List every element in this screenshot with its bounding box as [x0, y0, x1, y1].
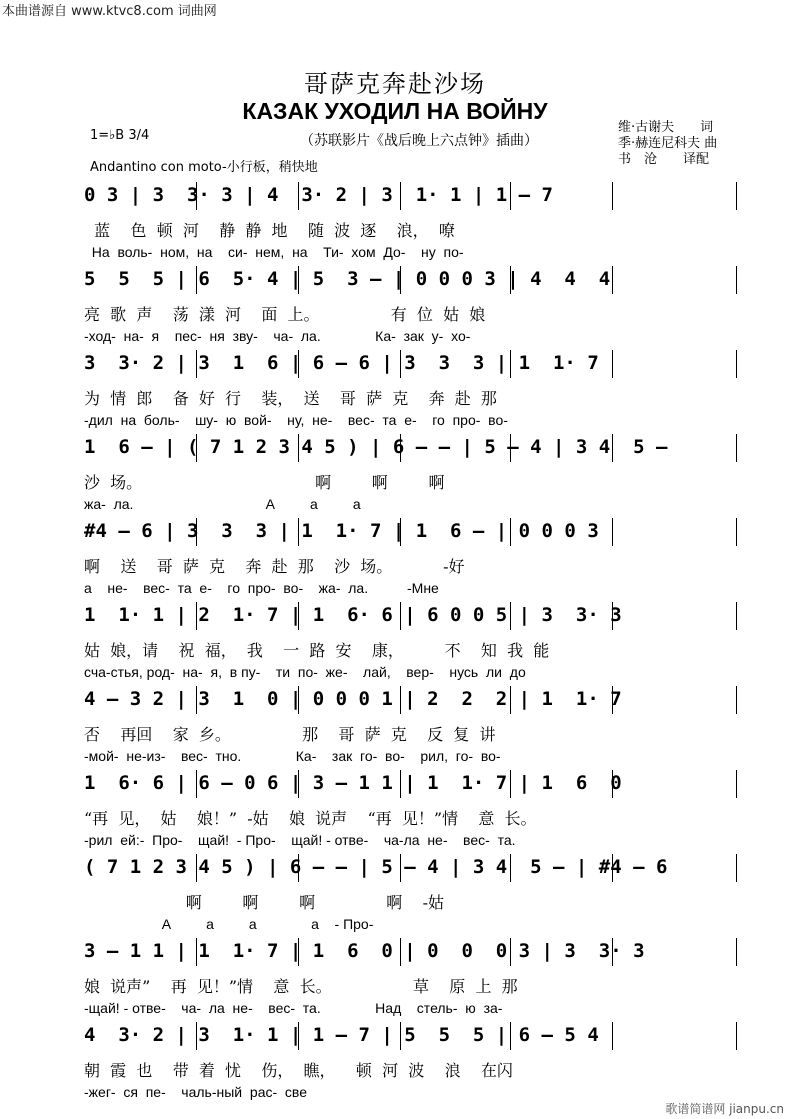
lyrics-russian: -ход- на- я пес- ня зву- ча- ла. Ка- зак у- хо- [84, 328, 471, 344]
lyrics-russian: -дил на боль- шу- ю вой- ну, не- вес- та е- го про- во- [84, 412, 508, 428]
credit-composer: 季·赫连尼科夫 曲 [618, 136, 718, 151]
title-russian: КАЗАК УХОДИЛ НА ВОЙНУ [242, 98, 548, 124]
score-row [0, 516, 790, 602]
score-row [0, 432, 790, 518]
tempo-marking: Andantino con moto-小行板，稍快地 [90, 160, 318, 175]
barline [736, 770, 737, 798]
notes-line: 4 – 3 2 | 3 1 0 | 0 0 0 1 | 2 2 2 | 1 1· 7 [84, 688, 622, 710]
barline [736, 1022, 737, 1050]
score-row [0, 348, 790, 434]
key-signature: 1=♭B 3/4 [90, 128, 150, 143]
lyrics-chinese: 啊 啊 啊 啊 -姑 [84, 893, 445, 912]
lyrics-russian: -жег- ся пе- чаль-ный рас- све [84, 1084, 307, 1100]
notes-line: 1 6 – | ( 7 1 2 3 4 5 ) | 6 – – | 5 – 4 | 3 4 5 – [84, 436, 668, 458]
lyrics-chinese: 朝 霞 也 带 着 忧 伤， 瞧， 顿 河 波 浪 在闪 [84, 1061, 513, 1080]
score-row [0, 684, 790, 770]
barline [736, 350, 737, 378]
barline [612, 1022, 613, 1050]
barline [612, 266, 613, 294]
lyrics-russian: -мой- не-из- вес- тно. Ка- зак го- во- рил, го- во- [84, 748, 501, 764]
barline [736, 854, 737, 882]
lyrics-chinese: 蓝 色 顿 河 静 静 地 随 波 逐 浪， 嘹 [84, 221, 455, 240]
lyrics-chinese: 娘 说声” 再 见！”情 意 长。 草 原 上 那 [84, 977, 518, 996]
notes-line: 0 3 | 3 3· 3 | 4 3· 2 | 3 1· 1 | 1 – 7 [84, 184, 553, 206]
barline [736, 518, 737, 546]
lyrics-chinese: 姑 娘，请 祝 福， 我 一 路 安 康， 不 知 我 能 [84, 641, 550, 660]
credit-translator: 书 沧 译配 [618, 152, 710, 167]
score-row [0, 852, 790, 938]
barline [612, 182, 613, 210]
score-row [0, 936, 790, 1022]
score-row [0, 1020, 790, 1106]
lyrics-russian: жа- ла. А а а [84, 496, 361, 512]
barline [612, 518, 613, 546]
subtitle: （苏联影片《战后晚上六点钟》插曲） [300, 133, 538, 149]
notes-line: 1 1· 1 | 2 1· 7 | 1 6· 6 | 6 0 0 5 | 3 3· 3 [84, 604, 622, 626]
barline [736, 434, 737, 462]
barline [736, 266, 737, 294]
score-row [0, 768, 790, 854]
lyrics-russian: -щай! - отве- ча- ла не- вес- та. Над стель- ю за- [84, 1000, 503, 1016]
lyrics-russian: На воль- ном, на си- нем, на Ти- хом До- ну по- [84, 244, 464, 260]
lyrics-chinese: 为 情 郎 备 好 行 装， 送 哥 萨 克 奔 赴 那 [84, 389, 497, 408]
notes-line: 3 – 1 1 | 1 1· 7 | 1 6 0 | 0 0 0 3 | 3 3· 3 [84, 940, 645, 962]
title-chinese: 哥萨克奔赴沙场 [304, 70, 486, 98]
barline [612, 350, 613, 378]
barline [736, 686, 737, 714]
notes-line: #4 – 6 | 3 3 3 | 1 1· 7 | 1 6 – | 0 0 0 3 [84, 520, 599, 542]
lyrics-russian: -рил ей:- Про- щай! - Про- щай! - отве- ча-ла не- вес- та. [84, 832, 516, 848]
notes-line: 4 3· 2 | 3 1· 1 | 1 – 7 | 5 5 5 | 6 – 5 4 [84, 1024, 599, 1046]
score-row [0, 600, 790, 686]
lyrics-chinese: 沙 场。 啊 啊 啊 [84, 473, 445, 492]
lyrics-russian: а не- вес- та е- го про- во- жа- ла. -Мне [84, 580, 439, 596]
lyrics-chinese: 否 再回 家 乡。 那 哥 萨 克 反 复 讲 [84, 725, 496, 744]
score-row [0, 264, 790, 350]
watermark-top: 本曲谱源自 www.ktvc8.com 词曲网 [2, 4, 217, 19]
lyrics-russian: сча-стья, род- на- я, в пу- ти по- же- лай, вер- нусь ли до [84, 664, 526, 680]
lyrics-chinese: “再 见， 姑 娘！” -姑 娘 说声 “再 见！”情 意 长。 [84, 809, 537, 828]
notes-line: 5 5 5 | 6 5· 4 | 5 3 – | 0 0 0 3 | 4 4 4 [84, 268, 611, 290]
score-row [0, 180, 790, 266]
lyrics-chinese: 啊 送 哥 萨 克 奔 赴 那 沙 场。 -好 [84, 557, 465, 576]
watermark-bottom: 歌谱简谱网 jianpu.cn [665, 1102, 784, 1116]
notes-line: 3 3· 2 | 3 1 6 | 6 – 6 | 3 3 3 | 1 1· 7 [84, 352, 599, 374]
barline [736, 602, 737, 630]
lyrics-russian: А а а а - Про- [84, 916, 374, 932]
notes-line: 1 6· 6 | 6 – 0 6 | 3 – 1 1 | 1 1· 7 | 1 6 0 [84, 772, 622, 794]
lyrics-chinese: 亮 歌 声 荡 漾 河 面 上。 有 位 姑 娘 [84, 305, 486, 324]
barline [736, 182, 737, 210]
notes-line: ( 7 1 2 3 4 5 ) | 6 – – | 5 – 4 | 3 4 5 – | #4 – 6 [84, 856, 668, 878]
credit-lyricist: 维·古谢夫 词 [618, 120, 714, 135]
barline [736, 938, 737, 966]
